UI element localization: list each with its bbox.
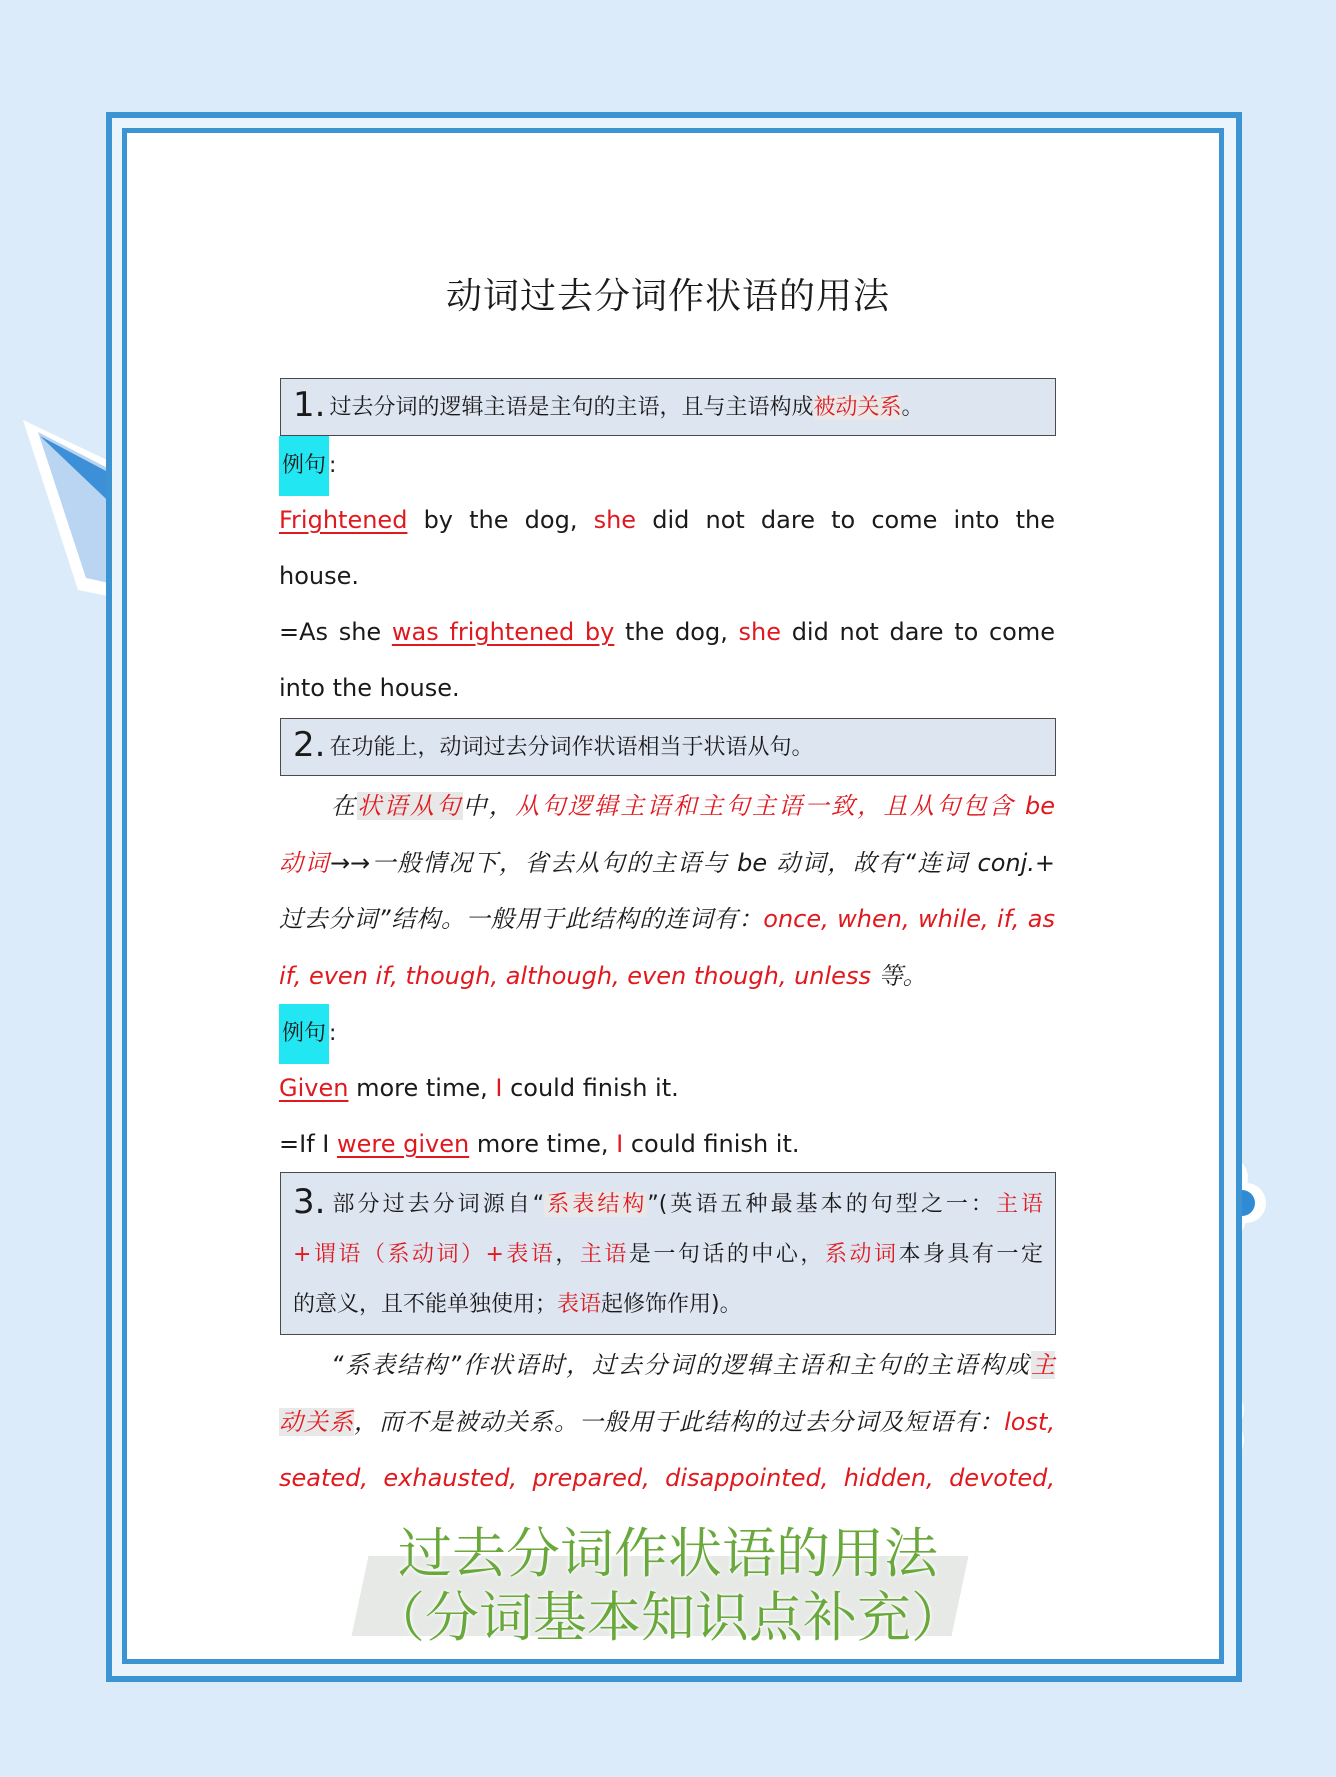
example-tag: 例句 (279, 436, 329, 496)
section-1-highlight: 被动关系 (813, 395, 902, 420)
document-body (279, 378, 1055, 1507)
explanation-paragraph: 动关系，而不是被动关系。一般用于此结构的过去分词及短语有：lost, (279, 1407, 1056, 1436)
example-sentence: house. (279, 562, 360, 590)
example-sentence: =If I were given more time, I could finish it. (279, 1130, 800, 1158)
section-2-number: 2. (293, 725, 326, 765)
example-label: 例句 : (279, 1004, 1055, 1060)
explanation-paragraph: seated, exhausted, prepared, disappointed, hidden, devoted, (279, 1464, 1055, 1492)
example-sentence: =As she was frightened by the dog, she did not dare to come (279, 618, 1055, 646)
example-sentence: into the house. (279, 674, 460, 702)
explanation-paragraph: 在状语从句中，从句逻辑主语和主句主语一致，且从句包含 be (331, 792, 1056, 820)
section-1-text-end: 。 (901, 395, 924, 420)
section-1-number: 1. (293, 385, 326, 425)
banner-subtitle: （分词基本知识点补充） (371, 1586, 965, 1649)
explanation-paragraph: “系表结构”作状语时，过去分词的逻辑主语和主句的主语构成主 (331, 1351, 1055, 1379)
explanation-paragraph: 动词→→一般情况下，省去从句的主语与 be 动词，故有“连词 conj.+ (279, 848, 1055, 877)
section-1-text: 过去分词的逻辑主语是主句的主语，且与主语构成 (329, 395, 814, 420)
page-title: 动词过去分词作状语的用法 (445, 276, 890, 317)
example-tag: 例句 (279, 1004, 329, 1064)
section-1-box (280, 378, 1056, 436)
section-2-text: 在功能上，动词过去分词作状语相当于状语从句。 (329, 735, 814, 760)
explanation-paragraph: 过去分词”结构。一般用于此结构的连词有：once, when, while, if, as (279, 905, 1055, 933)
banner-title: 过去分词作状语的用法 (398, 1522, 938, 1585)
section-3-number: 3. (293, 1182, 326, 1222)
example-sentence: Frightened by the dog, she did not dare to come into the (279, 506, 1055, 534)
bottom-banner (0, 1522, 1336, 1650)
example-sentence: Given more time, I could finish it. (279, 1074, 679, 1102)
section-2-box (280, 718, 1056, 776)
example-label: 例句 : (279, 436, 1055, 492)
explanation-paragraph: if, even if, though, although, even though, unless 等。 (279, 961, 927, 990)
section-3-box: 3. 部分过去分词源自“系表结构”(英语五种最基本的句型之一：主语 +谓语（系动词）+表语，主语是一句话的中心，系动词本身具有一定 的意义，且不能单独使用；表语起修饰作用)。 (280, 1172, 1056, 1335)
